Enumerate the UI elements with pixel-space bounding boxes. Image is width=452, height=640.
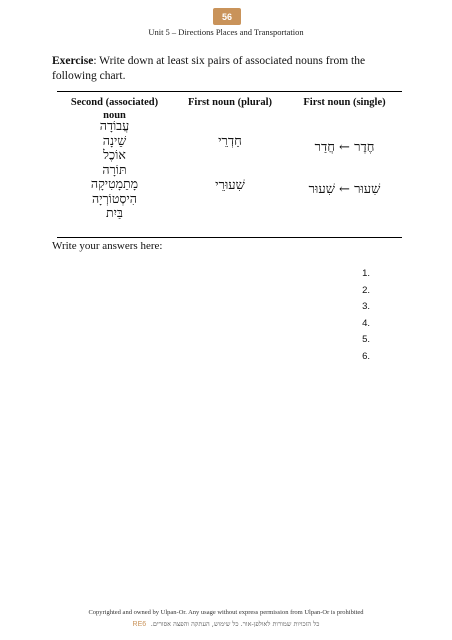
answer-line[interactable]: .4 [362, 317, 370, 329]
page-number-badge: 56 [213, 8, 241, 25]
plural-noun: חַדְרֵי [218, 134, 242, 149]
answer-line[interactable]: .6 [362, 350, 370, 362]
copyright-footer: Copyrighted and owned by Ulpan-Or. Any usage without express permission from Ulpan-Or is prohibited [88, 609, 364, 616]
second-noun: בַּיִת [106, 205, 123, 220]
second-noun: תּוֹרָה [102, 161, 127, 177]
column-header-first-noun-single [287, 96, 402, 109]
second-noun-list [57, 119, 172, 221]
chart-top-rule [57, 91, 402, 92]
running-header: Unit 5 – Directions Places and Transportation [148, 27, 304, 37]
column-header-line: Second (associated) [70, 97, 159, 108]
second-noun: אוֹכֶל [103, 147, 126, 162]
chart-bottom-rule [57, 237, 402, 238]
hebrew-copyright-footer [0, 620, 452, 628]
column-header-first-noun-plural [175, 96, 285, 109]
answer-list [300, 266, 380, 365]
answer-line[interactable]: .2 [362, 284, 370, 296]
exercise-text: : Write down at least six pairs of associated nouns from the following chart. [52, 55, 366, 82]
exercise-label: Exercise [52, 55, 94, 67]
answers-label: Write your answers here: [52, 240, 163, 252]
exercise-instruction [52, 54, 407, 84]
plural-noun: שִׁעוּרֵי [215, 178, 245, 193]
column-header-line: First noun (plural) [187, 97, 272, 108]
second-noun: עֲבוֹדָה [99, 118, 130, 133]
column-header-line: noun [103, 110, 126, 121]
second-noun: מָתֵמָטִיקָה [90, 176, 139, 191]
column-header-line: First noun (single) [303, 97, 386, 108]
single-noun-pair: שִׁעוּר ← שִׁעוּר [308, 182, 381, 197]
answer-line[interactable]: .3 [362, 301, 370, 312]
second-noun: הִיסְטוֹרְיָה [92, 190, 137, 206]
second-noun: שֵׁינָה [102, 132, 127, 148]
single-noun-pair: חֶדֶר ← חֲדַר [314, 140, 375, 155]
footer-hebrew-text: כל הזכויות שמורות לאולפן-אור. כל שימוש, העתקה והפצה אסורים. [150, 620, 320, 628]
footer-code: RE6 [132, 621, 147, 628]
answer-line[interactable]: .1 [362, 268, 370, 279]
answer-line[interactable]: .5 [362, 334, 370, 345]
